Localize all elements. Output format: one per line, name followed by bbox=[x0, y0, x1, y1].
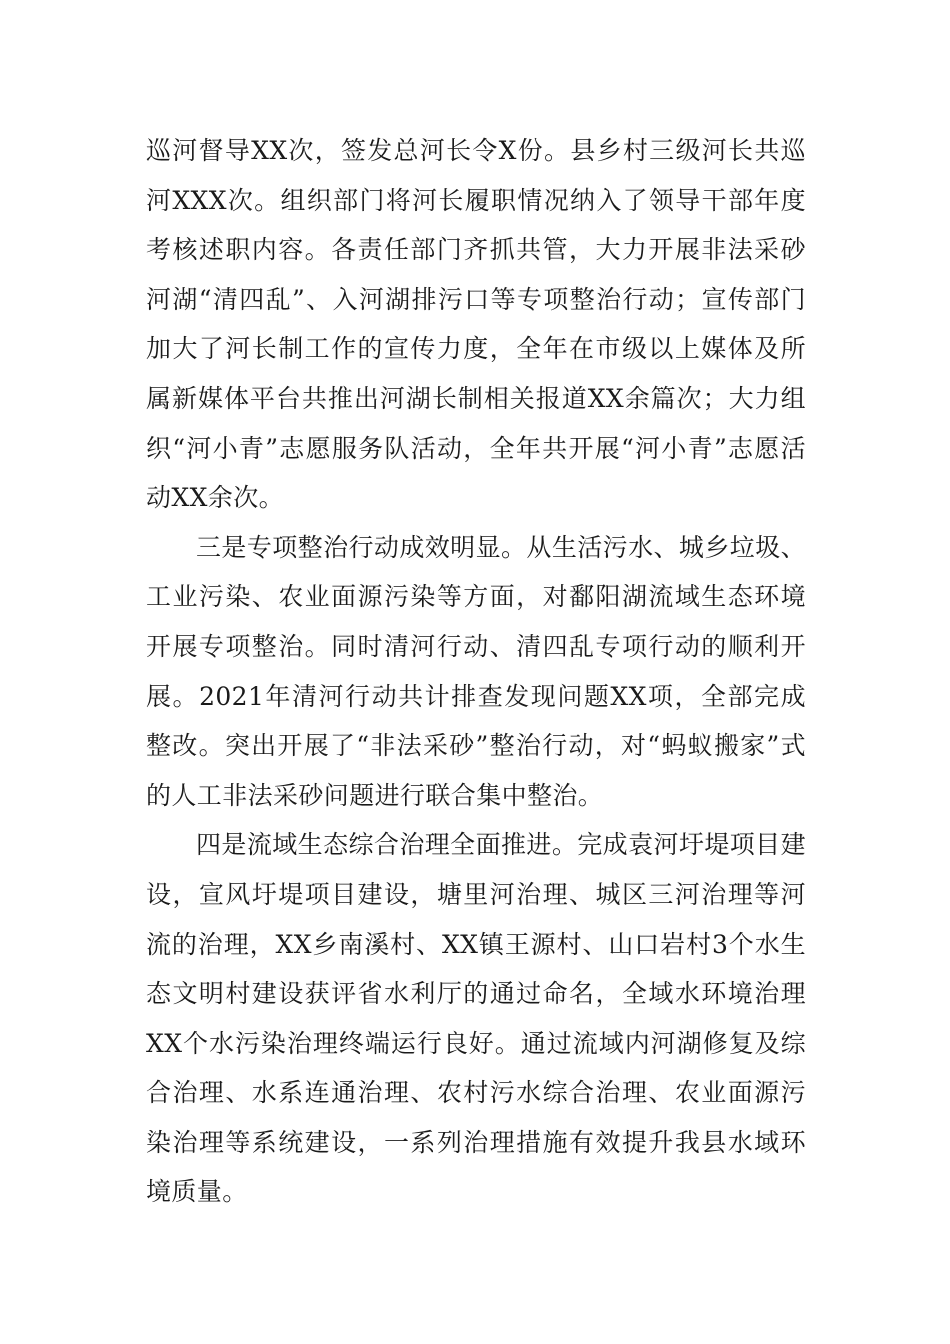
paragraph-point-three: 三是专项整治行动成效明显。从生活污水、城乡垃圾、工业污染、农业面源污染等方面，对鄱阳湖流域生态环境开展专项整治。同时清河行动、清四乱专项行动的顺利开展。2021年清河行动共计排查发现问题XX项，全部完成整改。突出开展了“非法采砂”整治行动，对“蚂蚁搬家”式的人工非法采砂问题进行联合集中整治。 bbox=[146, 532, 806, 810]
document-body bbox=[146, 126, 806, 1217]
paragraph-continuation: 巡河督导XX次，签发总河长令X份。县乡村三级河长共巡河XXX次。组织部门将河长履职情况纳入了领导干部年度考核述职内容。各责任部门齐抓共管，大力开展非法采砂河湖“清四乱”、入河湖排污口等专项整治行动；宣传部门加大了河长制工作的宣传力度，全年在市级以上媒体及所属新媒体平台共推出河湖长制相关报道XX余篇次；大力组织“河小青”志愿服务队活动，全年共开展“河小青”志愿活动XX余次。 bbox=[146, 136, 806, 513]
paragraph-point-four: 四是流域生态综合治理全面推进。完成袁河圩堤项目建设，宣风圩堤项目建设，塘里河治理、城区三河治理等河流的治理，XX乡南溪村、XX镇王源村、山口岩村3个水生态文明村建设获评省水利厅的通过命名，全域水环境治理XX个水污染治理终端运行良好。通过流域内河湖修复及综合治理、水系连通治理、农村污水综合治理、农业面源污染治理等系统建设，一系列治理措施有效提升我县水域环境质量。 bbox=[146, 830, 806, 1207]
